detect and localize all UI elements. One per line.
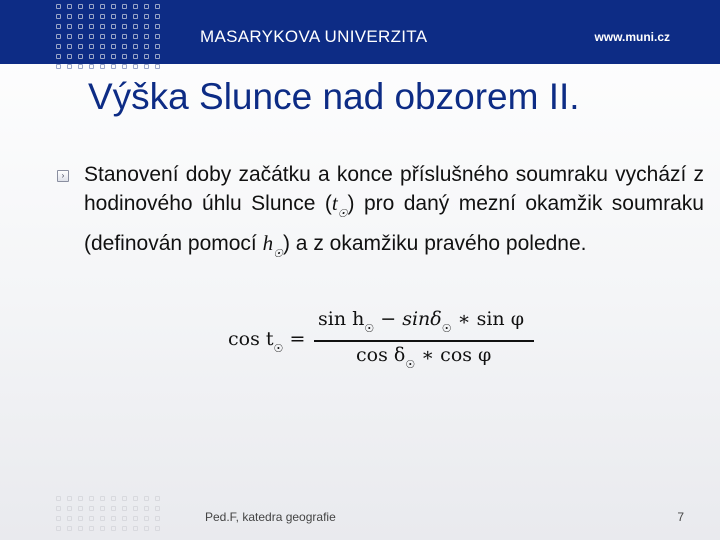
header-bar <box>0 0 720 64</box>
slide-body-text: Stanovení doby začátku a konce příslušného soumraku vychází z hodinového úhlu Slunce $(t_☉)$ pro daný mezní okamžik soumraku (definován pomocí $h_☉$) a z okamžiku pravého poledne. <box>84 163 704 260</box>
formula-lhs: $\cos t_☉$ = <box>228 328 306 355</box>
dot-pattern-top <box>56 4 163 72</box>
university-url[interactable]: www.muni.cz <box>594 30 670 44</box>
formula-numerator: $\sin h_☉ - \sin\delta_☉$ ∗ sin φ <box>318 308 525 335</box>
bullet-arrow-icon: › <box>57 170 69 182</box>
slide-title: Výška Slunce nad obzorem II. <box>88 76 580 117</box>
fraction-bar <box>314 340 534 342</box>
page-number: 7 <box>677 510 684 524</box>
footer-text: Ped.F, katedra geografie <box>205 510 336 524</box>
university-brand: MASARYKOVA UNIVERZITA <box>200 27 428 46</box>
formula-denominator: $\cos \delta_☉$ ∗ cos φ <box>356 344 492 371</box>
dot-pattern-bottom <box>56 496 163 534</box>
